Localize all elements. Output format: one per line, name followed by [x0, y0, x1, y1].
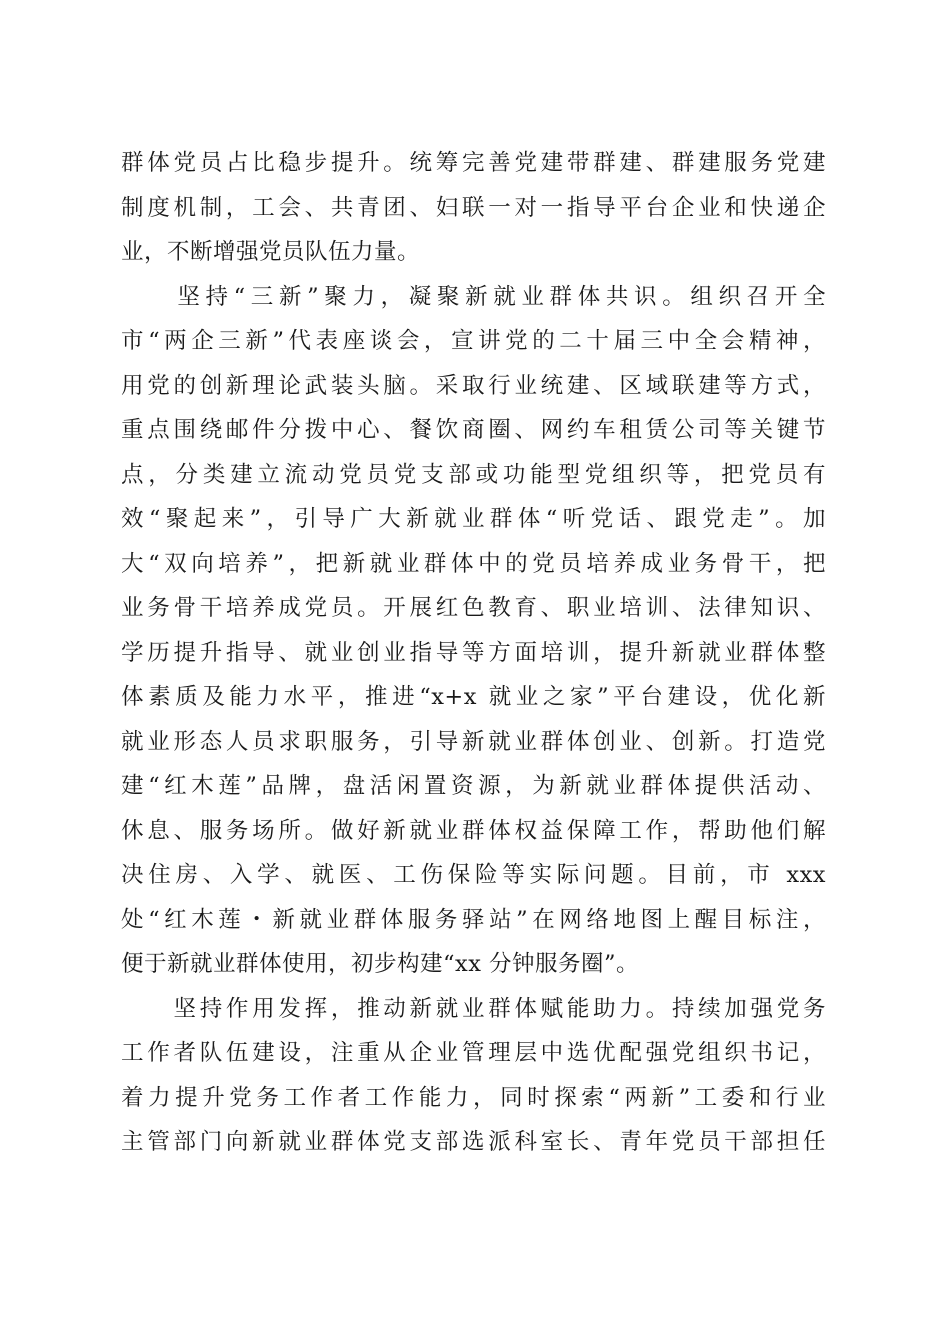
text-line: 决住房、入学、就医、工伤保险等实际问题。目前，市 xxx [121, 862, 826, 888]
document-body [121, 141, 826, 1165]
text-line: 学历提升指导、就业创业指导等方面培训，提升新就业群体整 [121, 639, 826, 666]
text-line: 业，不断增强党员队伍力量。 [121, 239, 421, 265]
text-line: 效“聚起来”，引导广大新就业群体“听党话、跟党走”。加 [121, 506, 826, 532]
text-line: 大“双向培养”，把新就业群体中的党员培养成业务骨干，把 [121, 550, 826, 577]
text-line: 坚持作用发挥，推动新就业群体赋能助力。持续加强党务 [121, 995, 826, 1022]
text-line: 就业形态人员求职服务，引导新就业群体创业、创新。打造党 [121, 728, 826, 755]
text-line: 体素质及能力水平，推进“x+x 就业之家”平台建设，优化新 [121, 684, 826, 710]
text-line: 点，分类建立流动党员党支部或功能型党组织等，把党员有 [121, 461, 826, 488]
text-line: 处“红木莲・新就业群体服务驿站”在网络地图上醒目标注， [121, 906, 826, 933]
text-line: 便于新就业群体使用，初步构建“xx 分钟服务圈”。 [121, 951, 640, 977]
text-line: 主管部门向新就业群体党支部选派科室长、青年党员干部担任 [121, 1129, 826, 1155]
text-line: 建“红木莲”品牌，盘活闲置资源，为新就业群体提供活动、 [121, 773, 826, 799]
text-line: 着力提升党务工作者工作能力，同时探索“两新”工委和行业 [121, 1084, 826, 1111]
text-line: 用党的创新理论武装头脑。采取行业统建、区域联建等方式， [121, 372, 826, 399]
text-line: 重点围绕邮件分拨中心、餐饮商圈、网约车租赁公司等关键节 [121, 417, 826, 443]
text-line: 坚持“三新”聚力，凝聚新就业群体共识。组织召开全 [121, 283, 826, 310]
text-line: 业务骨干培养成党员。开展红色教育、职业培训、法律知识、 [121, 595, 826, 621]
text-line: 制度机制，工会、共青团、妇联一对一指导平台企业和快递企 [121, 194, 826, 221]
text-line: 群体党员占比稳步提升。统筹完善党建带群建、群建服务党建 [121, 150, 826, 176]
text-line: 休息、服务场所。做好新就业群体权益保障工作，帮助他们解 [121, 817, 826, 844]
text-line: 工作者队伍建设，注重从企业管理层中选优配强党组织书记， [121, 1040, 826, 1066]
paragraph-1 [121, 141, 826, 275]
text-line: 市“两企三新”代表座谈会，宣讲党的二十届三中全会精神， [121, 328, 826, 354]
paragraph-3 [121, 987, 826, 1165]
paragraph-2 [121, 275, 826, 987]
